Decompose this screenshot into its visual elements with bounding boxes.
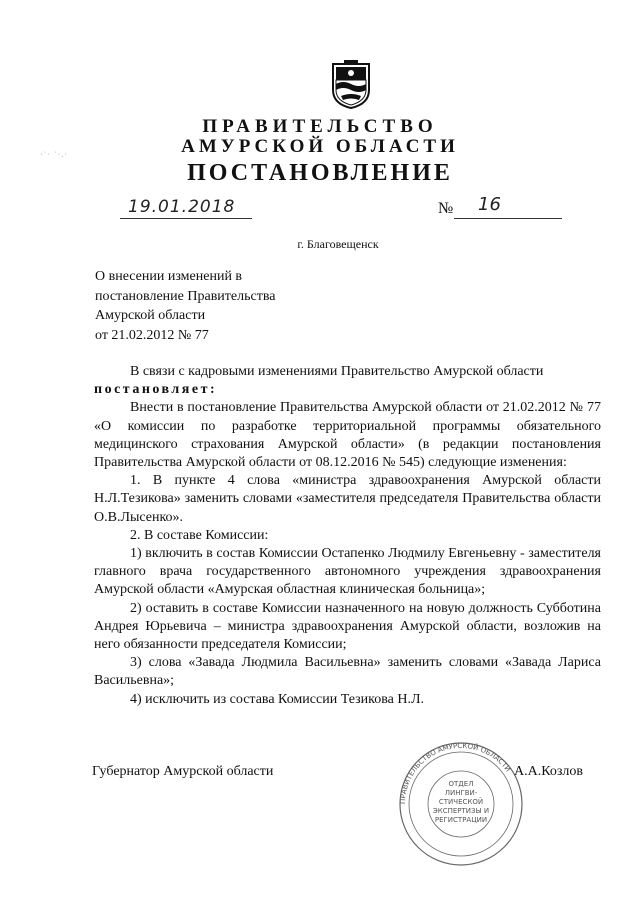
coat-of-arms-icon	[329, 60, 373, 110]
subitem-1: 1) включить в состав Комиссии Остапенко Людмилу Евгеньевну - заместителя главного врача государственного автономного учреждения здравоохранения Амурской области «Амурская областная клиническая больница»;	[94, 546, 601, 598]
intro-paragraph: В связи с кадровыми изменениями Правительство Амурской области	[130, 364, 544, 379]
stamp-line: СТИЧЕСКОЙ	[438, 798, 484, 806]
item-1: 1. В пункте 4 слова «министра здравоохранения Амурской области Н.Л.Тезикова» заменить словами «заместителя председателя Правительства области О.В.Лысенко».	[94, 473, 601, 525]
resolves-word: постановляет:	[94, 382, 218, 398]
subject-line: от 21.02.2012 № 77	[95, 327, 209, 343]
signatory-name: А.А.Козлов	[514, 764, 583, 779]
item-2: 2. В составе Комиссии:	[130, 527, 269, 543]
stamp-line: РЕГИСТРАЦИИ	[434, 816, 488, 824]
subject-line: постановление Правительства	[95, 288, 276, 304]
region-title: АМУРСКОЙ ОБЛАСТИ	[181, 136, 459, 157]
document-body	[94, 363, 601, 709]
stamp-line: ЭКСПЕРТИЗЫ И	[432, 807, 490, 815]
stamp-line: ЛИНГВИ-	[444, 789, 478, 797]
number-underline	[454, 198, 562, 219]
margin-mark: ·˙· ˙·.·	[40, 150, 68, 159]
subitem-4: 4) исключить из состава Комиссии Тезикова Н.Л.	[130, 691, 424, 707]
main-paragraph: Внести в постановление Правительства Амурской области от 21.02.2012 № 77 «О комиссии по разработке территориальной программы обязательного медицинского страхования Амурской области» (в редакции постановления Правительства Амурской области от 08.12.2016 № 545) следующие изменения:	[94, 400, 601, 471]
subject-block	[95, 267, 275, 345]
date-handwritten: 19.01.2018	[128, 197, 236, 217]
number-label: №	[438, 200, 454, 217]
subject-line: Амурской области	[95, 308, 206, 323]
number-handwritten: 16	[478, 194, 501, 215]
document-type: ПОСТАНОВЛЕНИЕ	[187, 160, 453, 186]
subitem-2: 2) оставить в составе Комиссии назначенного на новую должность Субботина Андрея Юрьевича – министра здравоохранения Амурской области, возложив на него обязанности председателя Комиссии;	[94, 600, 601, 653]
city: г. Благовещенск	[297, 237, 379, 251]
government-title: ПРАВИТЕЛЬСТВО	[202, 116, 438, 137]
stamp-ring-text: ПРАВИТЕЛЬСТВО АМУРСКОЙ ОБЛАСТИ	[398, 741, 512, 805]
stamp-line: ОТДЕЛ	[448, 780, 474, 788]
signatory-role: Губернатор Амурской области	[92, 764, 274, 779]
subitem-3: 3) слова «Завада Людмила Васильевна» заменить словами «Завада Лариса Васильевна»;	[94, 655, 601, 689]
subject-line: О внесении изменений в	[95, 269, 243, 284]
official-stamp	[397, 740, 525, 868]
